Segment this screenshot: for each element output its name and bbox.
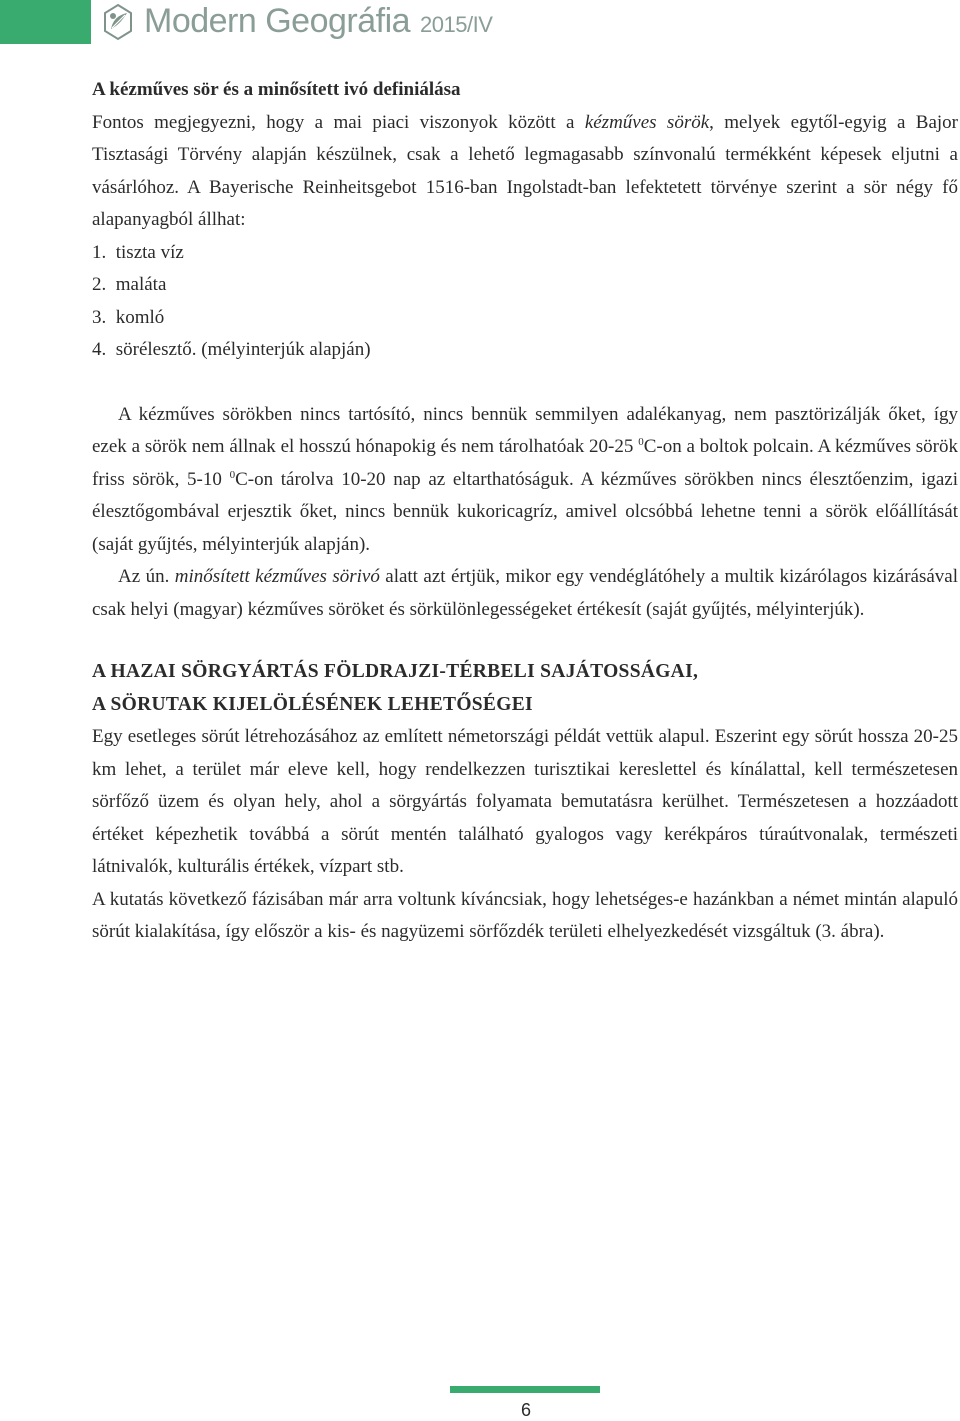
article-body bbox=[92, 74, 958, 949]
footer-accent-bar bbox=[450, 1386, 600, 1393]
section-heading-craft-beer: A kézműves sör és a minősített ivó definiálása bbox=[92, 79, 461, 100]
header-accent-bar bbox=[0, 0, 91, 44]
spacer bbox=[92, 626, 958, 656]
paragraph-beer-route: Egy esetleges sörút létrehozásához az említett németországi példát vettük alapul. Eszerint egy sörút hossza 20-25 km lehet, a terület már eleve kell, hogy rendelkezzen turisztikai kereslettel és kínálattal, kell természetesen sörfőző üzem és olyan hely, ahol a sörgyártás folyamata bemutatásra kerülhet. Természetesen a hozzáadott értéket képezhetik továbbá a sörút mentén található gyalogos vagy kerékpáros túraútvonalak, természeti látnivalók, kulturális értékek, vízpart stb. bbox=[92, 726, 958, 877]
intro-paragraph: Fontos megjegyezni, hogy a mai piaci viszonyok között a kézműves sörök, melyek egytől-egyig a Bajor Tisztasági Törvény alapján készülnek, csak a lehető legmagasabb színvonalú termékként képesek eljutni a vásárlóhoz. A Bayerische Reinheitsgebot 1516-ban Ingolstadt-ban lefektetett törvénye szerint a sör négy fő alapanyagból állhat: bbox=[92, 111, 959, 230]
journal-issue: 2015/IV bbox=[420, 12, 493, 37]
paragraph-research-phase: A kutatás következő fázisában már arra voltunk kíváncsiak, hogy lehetséges-e hazánkban a német mintán alapuló sörút kialakítása, így először a kis- és nagyüzemi sörfőzdék területi elhelyezkedését vizsgáltuk (3. ábra). bbox=[92, 888, 958, 942]
journal-name: Modern Geográfia bbox=[144, 2, 411, 40]
section-heading-line-1: A HAZAI SÖRGYÁRTÁS FÖLDRAJZI-TÉRBELI SAJÁTOSSÁGAI, bbox=[92, 661, 699, 682]
emphasis-craft-beers: kézműves sörök bbox=[584, 111, 710, 133]
list-item: 4. sörélesztő. (mélyinterjúk alapján) bbox=[92, 339, 371, 360]
list-item: 1. tiszta víz bbox=[92, 241, 184, 263]
list-item: 3. komló bbox=[92, 306, 165, 328]
emphasis-qualified-drinker: minősített kézműves sörivó bbox=[174, 566, 380, 587]
journal-title bbox=[144, 2, 492, 41]
spacer bbox=[92, 367, 958, 399]
section-heading-line-2: A SÖRUTAK KIJELÖLÉSÉNEK LEHETŐSÉGEI bbox=[92, 693, 533, 715]
list-item: 2. maláta bbox=[92, 274, 167, 295]
journal-logo-icon bbox=[101, 3, 135, 41]
page-number: 6 bbox=[520, 1400, 531, 1420]
paragraph-no-preservatives: A kézműves sörökben nincs tartósító, nincs bennük semmilyen adalékanyag, nem pasztörizálják őket, így ezek a sörök nem állnak el hosszú hónapokig és nem tárolhatóak 20-25 $^0$C-on a boltok polcain. A kézműves sörök friss sörök, 5-10 $^0$C-on tárolva 10-20 nap az eltarthatóságuk. A kézműves sörökben nincs élesztőenzim, igazi élesztőgombával erjesztik őket, nincs bennük kukoricagríz, amivel olcsóbbá lehetne tenni a sörök előállítását (saját gyűjtés, mélyinterjúk alapján). bbox=[92, 403, 958, 555]
paragraph-qualified-drinker: Az ún. minősített kézműves sörivó alatt azt értjük, mikor egy vendéglátóhely a multik kizárólagos kizárásával csak helyi (magyar) kézműves söröket és sörkülönlegességeket értékesít (saját gyűjtés, mélyinterjúk). bbox=[92, 566, 959, 620]
